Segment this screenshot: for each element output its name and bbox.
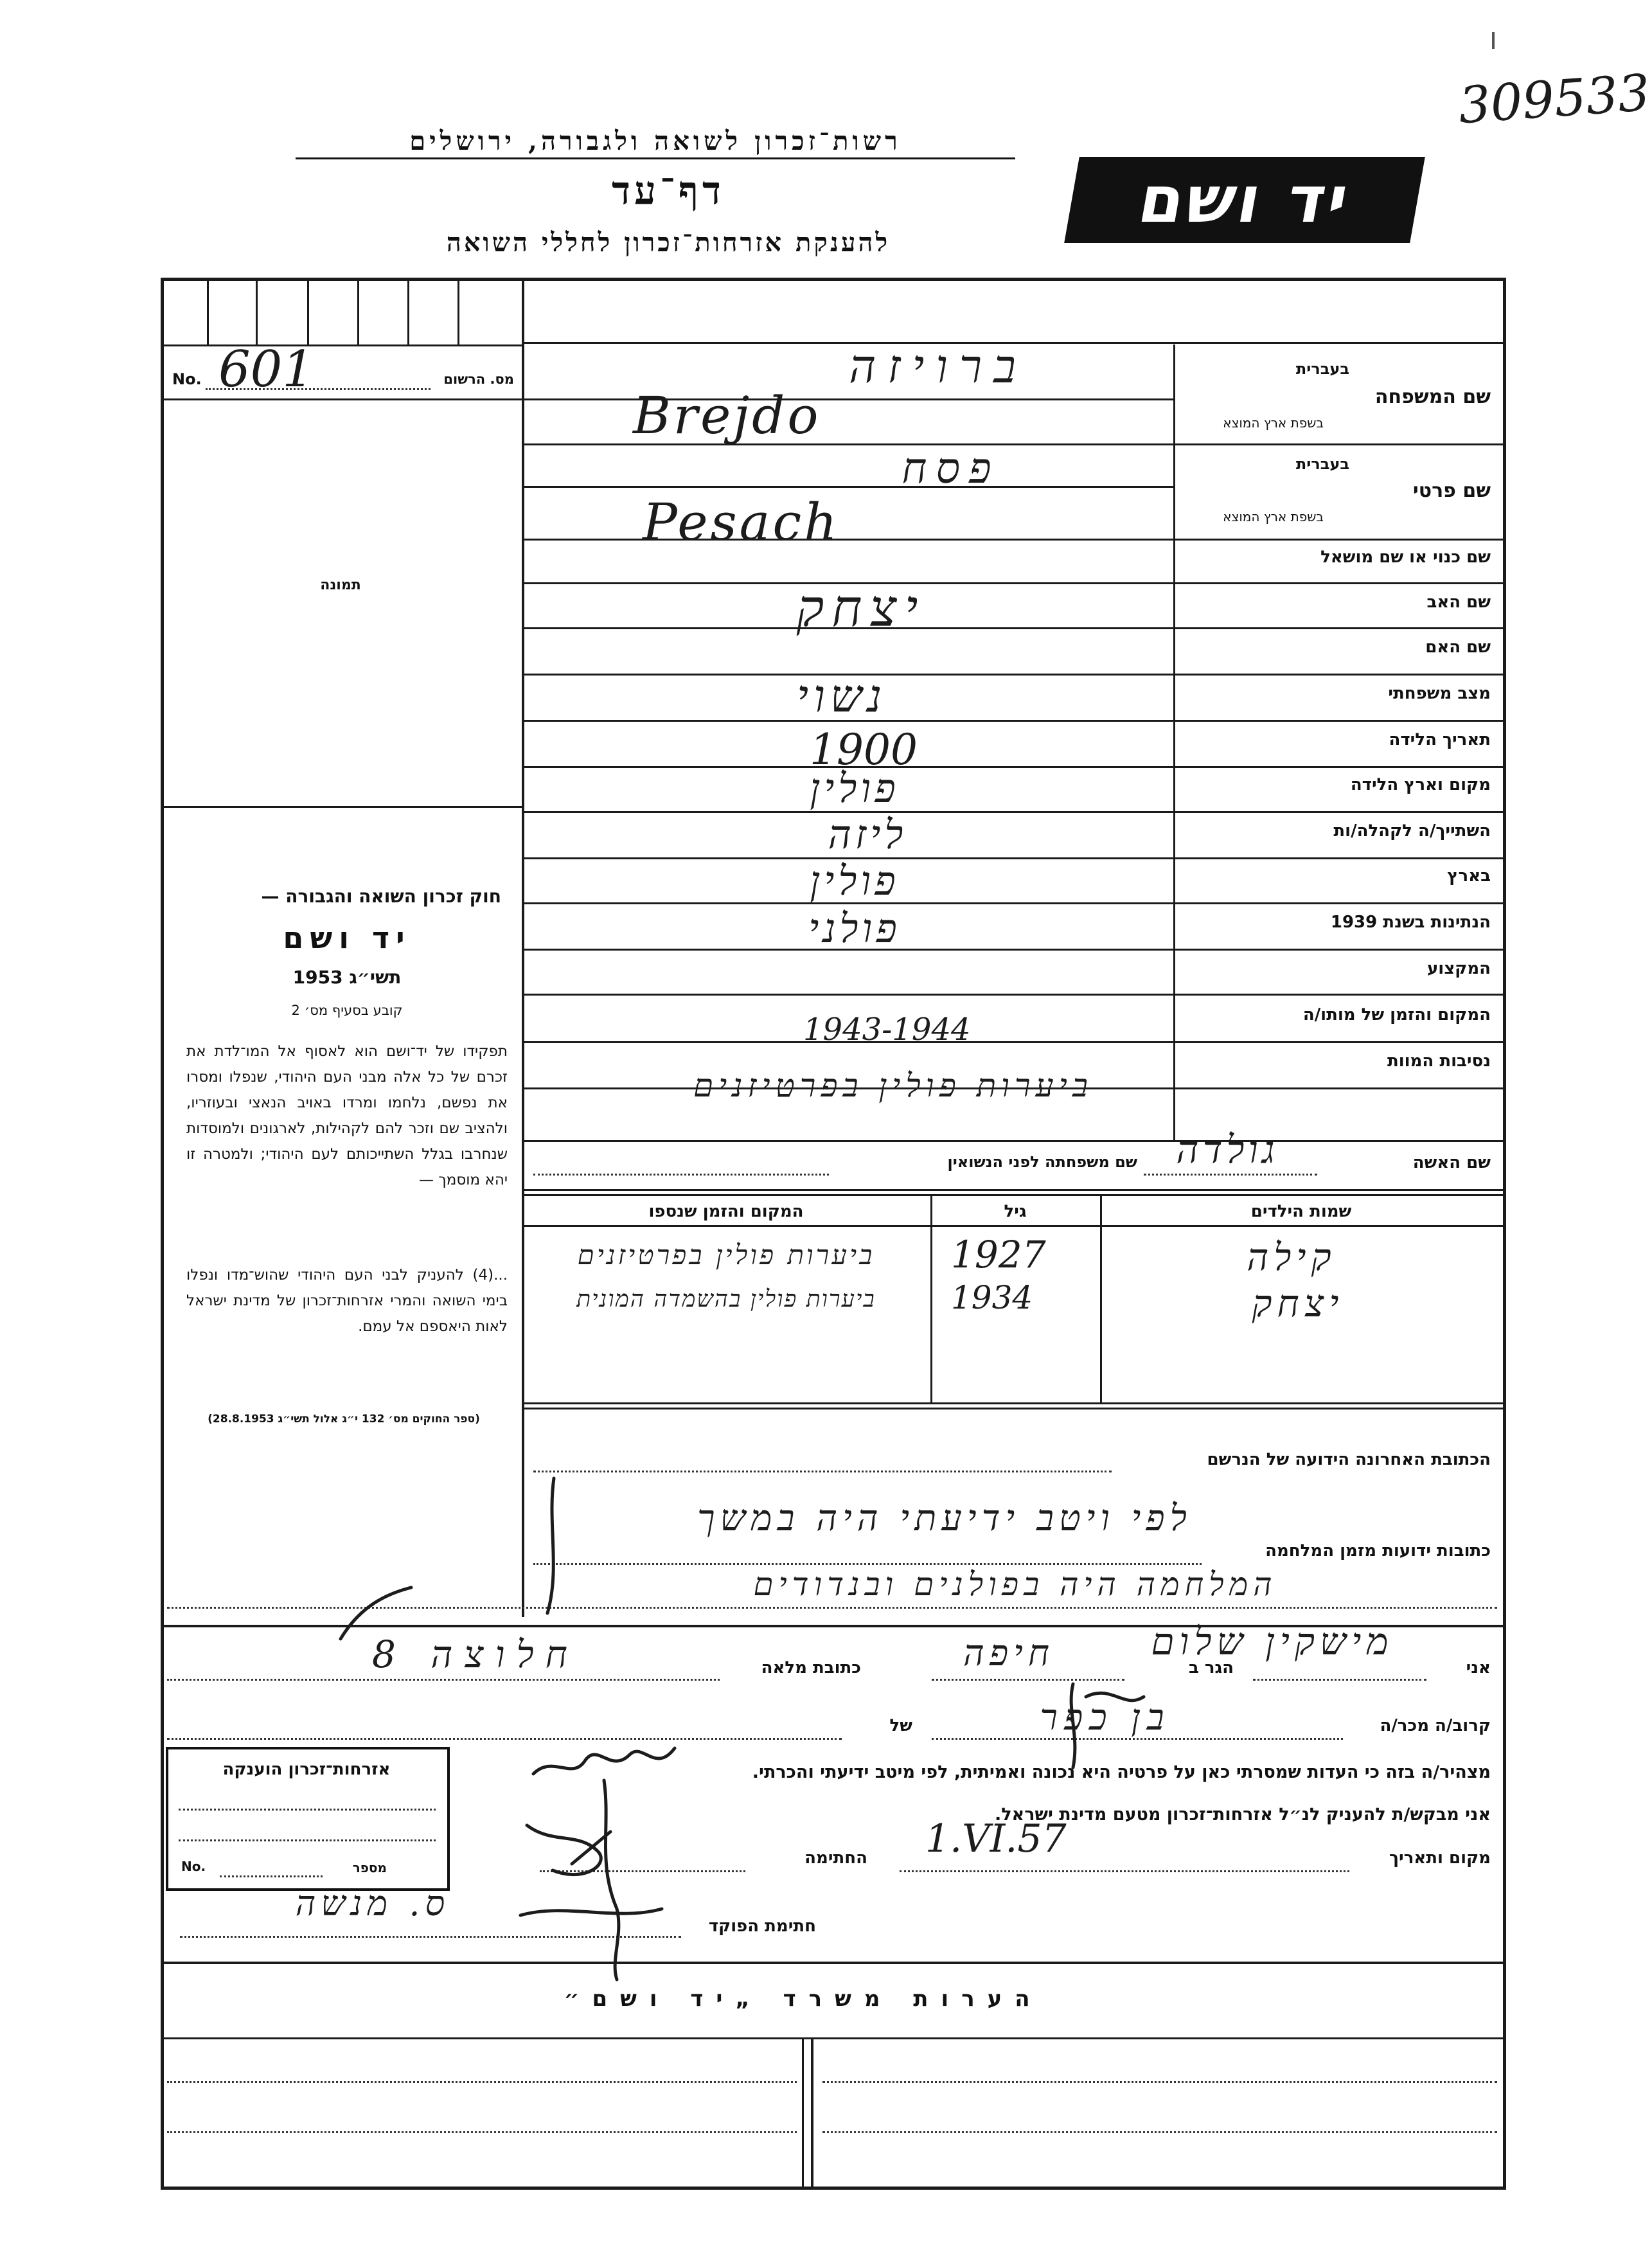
citizenship-granted-box <box>166 1747 450 1891</box>
declarant-city: חיפה <box>963 1632 1054 1674</box>
mother-label: שם האם <box>1425 638 1491 657</box>
address-mark <box>528 1472 580 1620</box>
death-place-time-label: המקום והזמן של מותו/ה <box>1302 1005 1491 1024</box>
birth-date-label: תאריך הלידה <box>1389 730 1491 749</box>
origin-lang-label: בשפת ארץ המוצא <box>1223 415 1324 431</box>
citizenship-value: פולני <box>808 905 901 952</box>
marital-value: נשוי <box>796 670 887 722</box>
declarant-full-address: חלוצה 8 <box>371 1632 579 1676</box>
community-value: ליזה <box>828 811 907 858</box>
death-time-value: 1943-1944 <box>803 1012 971 1048</box>
child-year: 1934 <box>951 1279 1033 1316</box>
declarant-signature-top <box>1047 1671 1176 1780</box>
first-name-label: שם פרטי <box>1412 479 1491 502</box>
full-address-label: כתובת מלאה <box>761 1658 861 1677</box>
signature-label: החתימה <box>804 1848 867 1868</box>
inspector-value: ס. מנשה <box>295 1883 450 1924</box>
declarant-name: מישקין שלום <box>1151 1620 1394 1663</box>
profession-label: המקצוע <box>1426 959 1491 978</box>
birth-place-value: פולין <box>810 765 900 812</box>
child-place: ביערות פולין בהשמדה המונית <box>576 1286 876 1312</box>
law-section: קובע בסעיף מס׳ 2 <box>291 1003 403 1018</box>
archive-number: 309533 <box>1457 64 1652 136</box>
declaration-text: מצהיר/ה בזה כי העדות שמסרתי כאן על פרטיה היא נכונה ואמיתית, לפי מיטב ידיעתי והכרתי. <box>752 1762 1491 1782</box>
photo-label: תמונה <box>320 577 361 593</box>
death-cause-value: ביערות פולין בפרטיזנים <box>693 1067 1094 1104</box>
community-label: השתייך/ה לקהלה/ות <box>1333 821 1491 841</box>
first-name-hebrew: פסח <box>901 443 1000 493</box>
yad-vashem-logo: יד ושם <box>1064 157 1425 243</box>
request-text: אני מבקש/ת להעניק לנ״ל אזרחות־זכרון מטעם מדינת ישראל. <box>994 1805 1491 1825</box>
country-value: פולין <box>810 857 900 904</box>
citizenship-box-title: אזרחות־זכרון הוענקה <box>222 1760 391 1779</box>
marital-label: מצב משפחתי <box>1388 684 1491 703</box>
declaration-date: 1.VI.57 <box>925 1816 1067 1861</box>
children-age-header: גיל <box>1004 1202 1027 1221</box>
country-label: בארץ <box>1447 866 1491 886</box>
child-place: ביערות פולין בפרטיזנים <box>577 1239 875 1271</box>
law-title: חוק זכרון השואה והגבורה — <box>261 886 501 907</box>
wife-label: שם האשה <box>1412 1153 1491 1172</box>
authority-name: רשות־זכרון לשואה ולגבורה, ירושלים <box>296 126 1015 159</box>
hebrew-label: בעברית <box>1295 360 1349 378</box>
hebrew-label-2: בעברית <box>1295 455 1349 473</box>
family-name-hebrew: ברויזה <box>849 339 1027 393</box>
law-text-clause: ...(4) להעניק לבני העם היהודי שהוש־מדו ונפלו בימי השואה והמרי אזרחות־זכרון של מדינת ישראל לאות היאספם אל עמם. <box>186 1267 508 1335</box>
birth-place-label: מקום וארץ הלידה <box>1350 775 1491 794</box>
bracket-mark <box>315 1581 418 1652</box>
law-reference: (ספר החוקים מס׳ 132 י״ג אלול תשי״ג 28.8.1953) <box>208 1413 480 1426</box>
death-cause-label: נסיבות המוות <box>1387 1051 1491 1071</box>
children-place-header: המקום והזמן שנספו <box>648 1202 804 1221</box>
registry-no-label: No. <box>172 370 202 388</box>
citizenship-box-number-label: מספר <box>352 1860 387 1875</box>
family-name-latin: Brejdo <box>633 386 821 445</box>
law-name: יד ושם <box>283 920 411 955</box>
declarant-signature <box>514 1697 694 1999</box>
child-name: יצחק <box>1252 1282 1344 1325</box>
first-name-latin: Pesach <box>643 492 840 552</box>
wartime-address-line1: לפי ויטב ידיעתי היה במשך <box>697 1498 1192 1539</box>
office-remarks-label: הערות משרד „יד ושם״ <box>564 1986 1043 2012</box>
declarant-relation: בן כפר <box>1040 1697 1171 1739</box>
children-names-header: שמות הילדים <box>1250 1202 1352 1221</box>
resides-label: הגר ב <box>1188 1658 1234 1677</box>
wartime-address-line2: המלחמה היה בפולנים ובנדודים <box>753 1566 1277 1603</box>
father-label: שם האב <box>1426 593 1491 612</box>
wife-value: גולדה <box>1176 1127 1279 1172</box>
relative-label: קרוב/ה מכר/ה <box>1380 1716 1491 1735</box>
child-year: 1927 <box>951 1233 1046 1276</box>
law-text: תפקידו של יד־ושם הוא לאסוף אל המו־לדת את זכרם של כל אלה מבני העם היהודי, שנפלו ומסרו את נפשם, נלחמו ומרדו באויב הנאצי ובעוזריו, ולהציב שם וזכר להם לקהילות, לארגונים ולמוסדות שנחרבו בגלל השתייכותם לעם היהודי; ולמטרה זו יהא מוסמך — <box>186 1043 508 1188</box>
wartime-address-label: כתובות ידועות מזמן המלחמה <box>1265 1541 1491 1561</box>
father-value: יצחק <box>796 578 926 638</box>
citizenship-box-no-label: No. <box>181 1859 206 1874</box>
birth-date-value: 1900 <box>810 725 918 774</box>
inspector-label: חתימת הפוקד <box>708 1917 816 1936</box>
registry-number: 601 <box>218 341 314 398</box>
place-date-label: מקום ותאריך <box>1389 1848 1491 1868</box>
origin-lang-label-2: בשפת ארץ המוצא <box>1223 509 1324 524</box>
nickname-label: שם כנוי או שם מושאל <box>1320 548 1491 567</box>
registry-label: מס. הרשום <box>443 371 514 387</box>
citizenship-label: הנתינות בשנת 1939 <box>1330 913 1491 932</box>
form-title: דף־עד <box>612 168 725 213</box>
family-name-label: שם המשפחה <box>1374 386 1491 408</box>
of-label: של <box>889 1716 912 1735</box>
law-year: תשי״ג 1953 <box>292 967 402 988</box>
maiden-name-label: שם משפחתה לפני הנשואין <box>947 1153 1137 1171</box>
form-subtitle: להענקת אזרחות־זכרון לחללי השואה <box>446 228 891 258</box>
corner-mark <box>1492 32 1495 49</box>
child-name: קילה <box>1247 1235 1337 1279</box>
last-address-label: הכתובת האחרונה הידועה של הנרשם <box>1207 1450 1491 1469</box>
declarant-label: אני <box>1466 1658 1491 1677</box>
